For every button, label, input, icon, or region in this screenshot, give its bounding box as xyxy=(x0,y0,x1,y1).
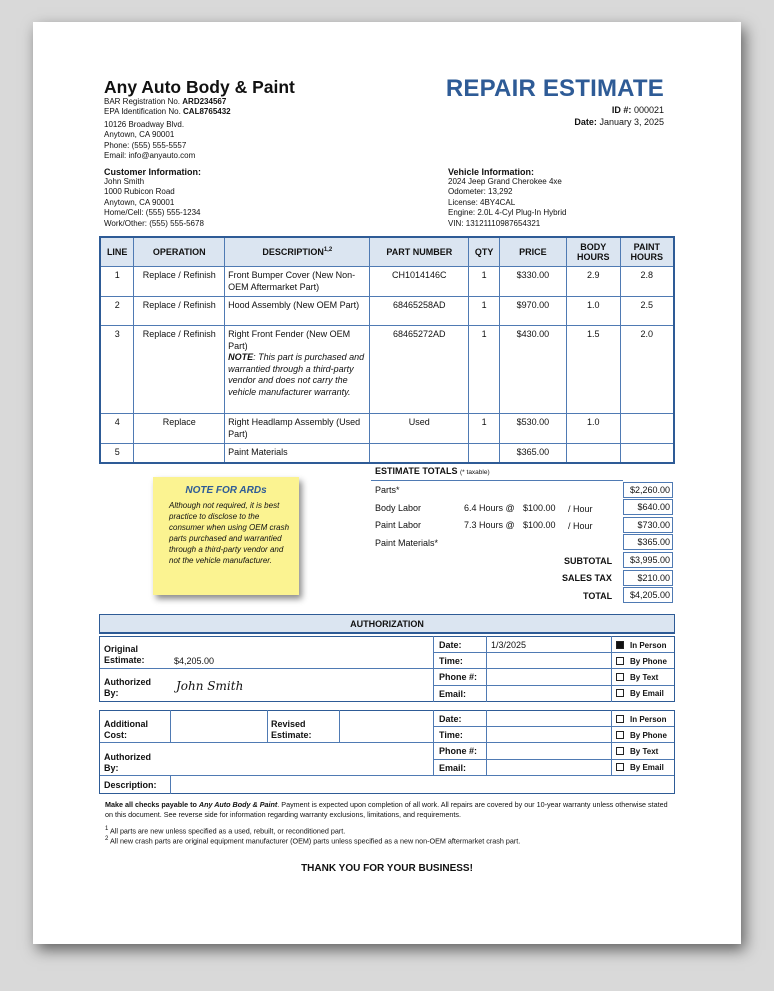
checkbox[interactable] xyxy=(616,689,624,697)
auth-date-field-2[interactable] xyxy=(488,712,610,726)
note-label: NOTE xyxy=(228,352,254,362)
vehicle-info: Vehicle Information: 2024 Jeep Grand Cherokee 4xe Odometer: 13,292 License: 4BY4CAL Engine: 2.0L 4-Cyl Plug-In Hybrid VIN: 13121110987654321 xyxy=(448,167,567,228)
additional-cost-label: Additional Cost: xyxy=(104,719,148,740)
auth-date-field[interactable]: 1/3/2025 xyxy=(491,640,527,650)
authorized-by-label-2: Authorized By: xyxy=(104,752,151,773)
signature[interactable]: John Smith xyxy=(176,679,244,693)
parts-label: Parts* xyxy=(375,485,400,495)
ard-note xyxy=(153,477,299,595)
email-label-2: Email: xyxy=(439,763,467,773)
bar-registration: BAR Registration No. ARD234567 xyxy=(104,97,227,106)
subtotal-value: $3,995.00 xyxy=(623,552,673,568)
paint-labor-hours: 7.3 Hours @ xyxy=(464,520,515,530)
checkbox[interactable] xyxy=(616,731,624,739)
estimate-date: Date: January 3, 2025 xyxy=(574,117,664,127)
materials-label: Paint Materials* xyxy=(375,538,439,548)
description-label: Description: xyxy=(104,780,157,790)
col-header: QTY xyxy=(469,237,500,267)
checkbox-checked[interactable] xyxy=(616,641,624,649)
checkbox[interactable] xyxy=(616,673,624,681)
paint-per-hour: / Hour xyxy=(568,521,593,531)
col-header: LINE xyxy=(100,237,134,267)
date-label-2: Date: xyxy=(439,714,462,724)
col-header: BODY HOURS xyxy=(566,237,620,267)
table-row: 1 Replace / Refinish Front Bumper Cover (New Non-OEM Aftermarket Part) CH1014146C 1 $330.00 2.9 2.8 xyxy=(100,267,674,297)
checkbox[interactable] xyxy=(616,657,624,665)
col-header: PAINT HOURS xyxy=(620,237,674,267)
time-label: Time: xyxy=(439,656,463,666)
table-row: 5 Paint Materials $365.00 xyxy=(100,444,674,463)
paint-labor-label: Paint Labor xyxy=(375,520,422,530)
description-field[interactable] xyxy=(172,777,672,793)
col-header: OPERATION xyxy=(134,237,225,267)
checkbox[interactable] xyxy=(616,715,624,723)
phone-label-2: Phone #: xyxy=(439,746,478,756)
authorized-by-field-2[interactable] xyxy=(172,744,432,774)
col-header: DESCRIPTION$^{1,2}$ xyxy=(225,237,370,267)
revised-estimate-label: Revised Estimate: xyxy=(271,719,312,740)
checkbox[interactable] xyxy=(616,763,624,771)
total-value: $4,205.00 xyxy=(623,587,673,603)
by-text-option[interactable]: By Text xyxy=(616,673,658,682)
in-person-option[interactable]: In Person xyxy=(616,641,666,650)
line-items-table xyxy=(99,236,675,464)
body-labor-label: Body Labor xyxy=(375,503,422,513)
thank-you-message: THANK YOU FOR YOUR BUSINESS! xyxy=(301,863,473,874)
company-name: Any Auto Body & Paint xyxy=(104,77,295,97)
company-contact: 10126 Broadway Blvd. Anytown, CA 90001 Phone: (555) 555-5557 Email: info@anyauto.com xyxy=(104,120,196,161)
note-text: Although not required, it is best practice to disclose to the consumer when using OEM crash parts purchased and warrantied through a third-party vendor and not the vehicle manufacturer. xyxy=(169,501,290,565)
totals-title: ESTIMATE TOTALS (* taxable) xyxy=(375,466,490,476)
body-per-hour: / Hour xyxy=(568,504,593,514)
auth-phone-field-2[interactable] xyxy=(488,744,610,758)
paint-labor-value: $730.00 xyxy=(623,517,673,533)
email-label: Email: xyxy=(439,689,467,699)
table-header-row xyxy=(100,237,674,267)
by-email-option-2[interactable]: By Email xyxy=(616,763,664,772)
total-label: TOTAL xyxy=(583,591,613,601)
body-labor-hours: 6.4 Hours @ xyxy=(464,503,515,513)
table-row: 3 Replace / Refinish Right Front Fender (New OEM Part) NOTE: This part is purchased and warrantied through a third-party vendor and does not carry the vehicle manufacturer warranty. 68465272AD 1 $430.00 1.5 2.0 xyxy=(100,326,674,414)
by-phone-option-2[interactable]: By Phone xyxy=(616,731,667,740)
checkbox[interactable] xyxy=(616,747,624,755)
authorization-section xyxy=(99,614,675,634)
col-header: PRICE xyxy=(500,237,567,267)
epa-identification: EPA Identification No. CAL8765432 xyxy=(104,107,231,116)
time-label-2: Time: xyxy=(439,730,463,740)
auth-time-field[interactable] xyxy=(488,654,610,668)
phone-label: Phone #: xyxy=(439,672,478,682)
estimate-id: ID #: 000021 xyxy=(611,105,664,115)
auth-time-field-2[interactable] xyxy=(488,728,610,742)
original-estimate-value: $4,205.00 xyxy=(174,656,215,666)
in-person-option-2[interactable]: In Person xyxy=(616,715,666,724)
auth-email-field-2[interactable] xyxy=(488,761,610,775)
page-title: REPAIR ESTIMATE xyxy=(445,75,664,102)
by-email-option[interactable]: By Email xyxy=(616,689,664,698)
totals-divider xyxy=(371,480,623,481)
footnote-1: $^1$ All parts are new unless specified as a used, rebuilt, or reconditioned part. xyxy=(105,826,346,836)
parts-value: $2,260.00 xyxy=(623,482,673,498)
original-estimate-label: Original Estimate: xyxy=(104,644,145,665)
note-title: NOTE FOR ARDs xyxy=(185,485,267,496)
materials-value: $365.00 xyxy=(623,534,673,550)
body-labor-value: $640.00 xyxy=(623,499,673,515)
footnote-2: $^2$ All new crash parts are original equipment manufacturer (OEM) parts unless specified as a new non-OEM aftermarket crash part. xyxy=(105,836,521,846)
sales-tax-value: $210.00 xyxy=(623,570,673,586)
body-labor-rate: $100.00 xyxy=(523,503,556,513)
estimate-page xyxy=(33,22,741,944)
auth-email-field[interactable] xyxy=(488,687,610,701)
col-header: PART NUMBER xyxy=(370,237,469,267)
payment-terms: Make all checks payable to Any Auto Body & Paint. Payment is expected upon completion of all work. All repairs are covered by our 10-year warranty unless otherwise stated on this document. See reverse side for information regarding warranty exclusions, limitations, and requirements. xyxy=(105,800,668,819)
auth-phone-field[interactable] xyxy=(488,670,610,684)
additional-cost-field[interactable] xyxy=(172,712,266,741)
by-phone-option[interactable]: By Phone xyxy=(616,657,667,666)
paint-labor-rate: $100.00 xyxy=(523,520,556,530)
table-row: 2 Replace / Refinish Hood Assembly (New OEM Part) 68465258AD 1 $970.00 1.0 2.5 xyxy=(100,297,674,326)
subtotal-label: SUBTOTAL xyxy=(564,556,613,566)
customer-info: Customer Information: John Smith 1000 Rubicon Road Anytown, CA 90001 Home/Cell: (555) 555-1234 Work/Other: (555) 555-5678 xyxy=(104,167,204,228)
date-label: Date: xyxy=(439,640,462,650)
revised-estimate-field[interactable] xyxy=(341,712,432,741)
by-text-option-2[interactable]: By Text xyxy=(616,747,658,756)
authorization-heading: AUTHORIZATION xyxy=(99,614,675,634)
table-row: 4 Replace Right Headlamp Assembly (Used Part) Used 1 $530.00 1.0 xyxy=(100,414,674,444)
authorized-by-label: Authorized By: xyxy=(104,677,151,698)
sales-tax-label: SALES TAX xyxy=(562,573,612,583)
